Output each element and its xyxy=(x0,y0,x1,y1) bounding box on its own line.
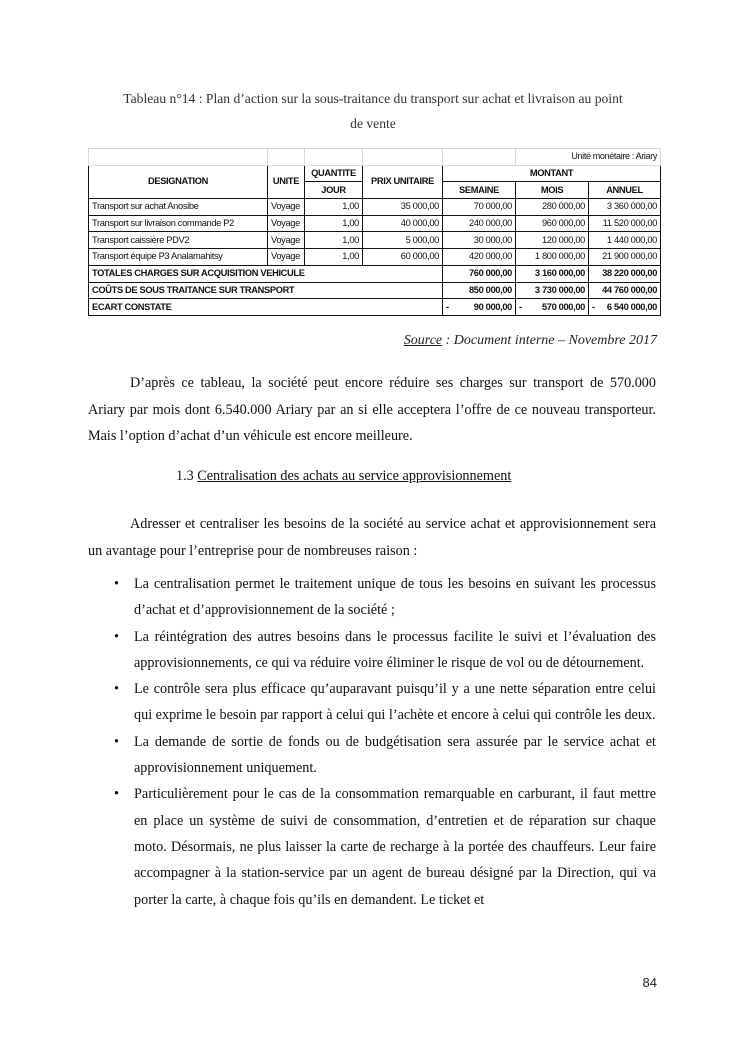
table-row xyxy=(89,232,661,249)
cell-quantite: 1,00 xyxy=(305,232,363,249)
cell-semaine: 30 000,00 xyxy=(443,232,516,249)
unit-note: Unité monétaire : Ariary xyxy=(516,149,661,166)
table-source xyxy=(404,333,657,349)
cell-semaine: 420 000,00 xyxy=(443,249,516,266)
totals-row xyxy=(89,265,661,282)
cell-unite: Voyage xyxy=(268,249,305,266)
list-item-text: La réintégration des autres besoins dans le processus facilite le suivi et l’évaluation des approvisionnements, ce qui va réduire voire éliminer le risque de vol ou de détournement. xyxy=(134,628,656,671)
list-item xyxy=(88,676,656,729)
ecart-row xyxy=(89,299,661,316)
ecart-dash: - xyxy=(519,301,522,312)
list-item xyxy=(88,729,656,782)
cell-annuel: 1 440 000,00 xyxy=(589,232,661,249)
section-heading xyxy=(176,468,511,485)
cell-prix: 5 000,00 xyxy=(363,232,443,249)
cell-quantite: 1,00 xyxy=(305,215,363,232)
list-item xyxy=(88,624,656,677)
header-designation: DESIGNATION xyxy=(89,165,268,198)
ecart-dash: - xyxy=(592,301,595,312)
list-item-text: La demande de sortie de fonds ou de budgétisation sera assurée par le service achat et approvisionnement uniquement. xyxy=(134,733,656,777)
couts-annuel: 44 760 000,00 xyxy=(589,282,661,299)
totals-label: TOTALES CHARGES SUR ACQUISITION VEHICULE xyxy=(89,265,443,282)
bullet-icon: • xyxy=(114,681,119,698)
cell-mois: 960 000,00 xyxy=(516,215,589,232)
cell-quantite: 1,00 xyxy=(305,199,363,216)
list-item xyxy=(88,571,656,624)
ecart-annuel-cell xyxy=(589,299,661,316)
cell-designation: Transport équipe P3 Analamahitsy xyxy=(89,249,268,266)
totals-annuel: 38 220 000,00 xyxy=(589,265,661,282)
cell-mois: 280 000,00 xyxy=(516,199,589,216)
cell-unite: Voyage xyxy=(268,232,305,249)
list-item-text: La centralisation permet le traitement unique de tous les besoins en suivant les processus d’achat et d’approvisionnement de la société ; xyxy=(134,576,656,619)
table-row xyxy=(89,215,661,232)
cell-semaine: 70 000,00 xyxy=(443,199,516,216)
caption-line-1: Tableau n°14 : Plan d’action sur la sous-traitance du transport sur achat et livraison au point xyxy=(123,91,623,106)
section-number: 1.3 xyxy=(176,468,198,484)
source-label: Source xyxy=(403,333,443,348)
couts-label: COÛTS DE SOUS TRAITANCE SUR TRANSPORT xyxy=(89,282,443,299)
header-mois: MOIS xyxy=(516,182,589,199)
paragraph-2: Adresser et centraliser les besoins de la société au service achat et approvisionnement sera un avantage pour l’entreprise pour de nombreuses raison : xyxy=(88,516,656,559)
bullet-icon: • xyxy=(114,786,119,803)
ecart-mois: 570 000,00 xyxy=(541,301,585,312)
ecart-semaine: 90 000,00 xyxy=(473,301,512,312)
cell-prix: 40 000,00 xyxy=(363,215,443,232)
header-unite: UNITE xyxy=(268,165,305,198)
cell-annuel: 3 360 000,00 xyxy=(589,199,661,216)
header-jour: JOUR xyxy=(305,182,363,199)
cell-prix: 35 000,00 xyxy=(363,199,443,216)
cell-designation: Transport caissière PDV2 xyxy=(89,232,268,249)
list-item xyxy=(88,781,656,912)
bullet-icon: • xyxy=(114,576,119,592)
header-semaine: SEMAINE xyxy=(443,182,516,199)
bullet-icon: • xyxy=(114,733,119,750)
source-text: : Document interne – Novembre 2017 xyxy=(442,333,657,348)
ecart-dash: - xyxy=(446,301,449,312)
header-prix-unitaire: PRIX UNITAIRE xyxy=(363,165,443,198)
header-montant: MONTANT xyxy=(443,165,661,182)
ecart-annuel: 6 540 000,00 xyxy=(606,301,658,312)
list-item-text: Particulièrement pour le cas de la consommation remarquable en carburant, il faut mettre en place un système de suivi de consommation, d’entretien et de réparation sur chaque moto. Désormais, ne plus laisser la carte de recharge à la portée des chauffeurs. Leur faire accompagner à la station-service par un agent de bureau désigné par la Direction, qui va porter la carte, à chaque fois qu’ils en demandent. Le ticket et xyxy=(134,786,656,908)
cell-semaine: 240 000,00 xyxy=(443,215,516,232)
header-annuel: ANNUEL xyxy=(589,182,661,199)
ecart-semaine-cell xyxy=(443,299,516,316)
transport-action-table xyxy=(88,148,661,316)
cell-mois: 1 800 000,00 xyxy=(516,249,589,266)
cell-quantite: 1,00 xyxy=(305,249,363,266)
bullet-list xyxy=(88,571,656,913)
paragraph-1: D’après ce tableau, la société peut encore réduire ses charges sur transport de 570.000 Ariary par mois dont 6.540.000 Ariary par an si elle acceptera l’offre de ce nouveau transporteur. Mais l’option d’achat d’un véhicule est encore meilleure. xyxy=(88,375,656,444)
ecart-label: ECART CONSTATE xyxy=(89,299,443,316)
cell-annuel: 11 520 000,00 xyxy=(589,215,661,232)
section-title: Centralisation des achats au service approvisionnement xyxy=(197,468,512,484)
cell-unite: Voyage xyxy=(268,199,305,216)
cell-designation: Transport sur achat Anosibe xyxy=(89,199,268,216)
cell-annuel: 21 900 000,00 xyxy=(589,249,661,266)
couts-row xyxy=(89,282,661,299)
table-row xyxy=(89,199,661,216)
list-item-text: Le contrôle sera plus efficace qu’auparavant puisqu’il y a une nette séparation entre celui qui exprime le besoin par rapport à celui qui l’achète et encore à celui qui contrôle les deux. xyxy=(134,681,656,724)
cell-mois: 120 000,00 xyxy=(516,232,589,249)
couts-mois: 3 730 000,00 xyxy=(516,282,589,299)
unit-row xyxy=(89,149,661,166)
totals-semaine: 760 000,00 xyxy=(443,265,516,282)
header-quantite: QUANTITE xyxy=(305,165,363,182)
cell-prix: 60 000,00 xyxy=(363,249,443,266)
totals-mois: 3 160 000,00 xyxy=(516,265,589,282)
header-row-1 xyxy=(89,165,661,182)
cell-designation: Transport sur livraison commande P2 xyxy=(89,215,268,232)
page-number: 84 xyxy=(642,975,657,990)
table-row xyxy=(89,249,661,266)
table-caption xyxy=(88,86,658,136)
ecart-mois-cell xyxy=(516,299,589,316)
couts-semaine: 850 000,00 xyxy=(443,282,516,299)
caption-line-2: de vente xyxy=(350,116,396,131)
cell-unite: Voyage xyxy=(268,215,305,232)
bullet-icon: • xyxy=(114,628,119,645)
